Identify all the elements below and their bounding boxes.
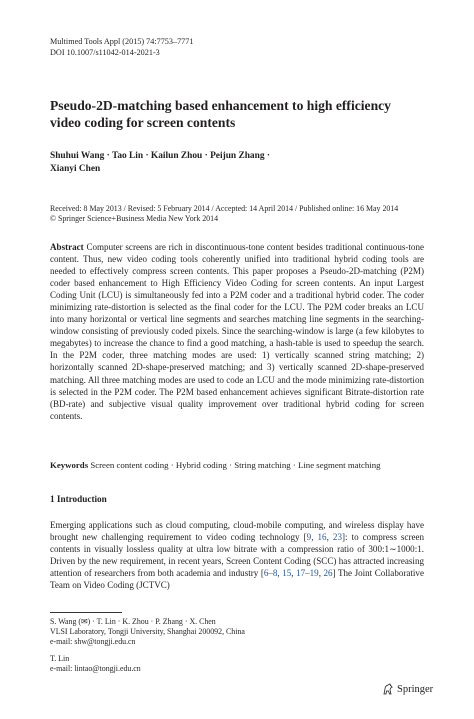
abstract-text: Computer screens are rich in discontinuous-tone content besides traditional continuous-tone content. Thus, new video coding tools coherently unified into traditional hybrid coding tools are needed to effectively compress screen contents. This paper proposes a Pseudo-2D-matching (P2M) coder based enhancement to High Efficiency Video Coding for screen contents. An input Largest Coding Unit (LCU) is simultaneously fed into a P2M coder and a traditional hybrid coder. The coder minimizing rate-distortion is selected as the final coder for the LCU. The P2M coder breaks an LCU into many horizontal or vertical line segments and searches matching line segments in the searching-window consisting of previously coded pixels. Since the searching-window is large (a few kilobytes to megabytes) to increase the chance to find a good matching, a hash-table is used to speedup the search. In the P2M coder, three matching modes are used: 1) vertically scanned string matching; 2) horizontally scanned 2D-shape-preserved matching; and 3) vertically scanned 2D-shape-preserved matching. All three matching modes are used to code an LCU and the mode minimizing rate-distortion is selected in the P2M coder. The P2M based enhancement achieves significant Bitrate-distortion rate (BD-rate) and subjective visual quality improvement over traditional hybrid coding for screen contents. [50,242,424,421]
citation-link[interactable]: 15 [282,568,292,579]
authors-line-2: Xianyi Chen [50,163,101,174]
intro-text: , [311,532,318,543]
intro-text: ] The Joint Collaborative Team on Video Coding (JCTVC) [50,568,424,591]
doi: DOI 10.1007/s11042-014-2021-3 [50,47,160,57]
journal-citation: Multimed Tools Appl (2015) 74:7753–7771 [50,37,194,46]
keywords-text: Screen content coding · Hybrid coding · String matching · Line segment matching [90,460,381,470]
intro-text: , [318,568,324,579]
title-line-2: video coding for screen contents [50,115,236,130]
keywords [50,459,430,471]
intro-text: ]: to compress screen contents in visually lossless quality at ultra low bitrate with a compression ratio of 300:1∼1000:1. Driven by the new requirement, in recent years, Screen Content Coding (SCC) has attracted increasing attention of researchers from both academia and industry [ [50,532,425,579]
title-line-1: Pseudo-2D-matching based enhancement to high efficiency [50,98,391,113]
intro-text: , [291,568,297,579]
intro-text: Emerging applications such as cloud computing, cloud-mobile computing, and wireless display have brought new challenging requirement to video coding technology [ [50,520,424,543]
citation-link[interactable]: 26 [323,568,333,579]
author-list [50,150,430,175]
affiliation-authors: S. Wang (✉) · T. Lin · K. Zhou · P. Zhang · X. Chen [50,617,216,626]
affiliation-email-2: e-mail: lintao@tongji.edu.cn [50,664,141,674]
citation-link[interactable]: 9 [306,532,312,543]
copyright: © Springer Science+Business Media New York 2014 [50,214,219,223]
publisher-name: Springer [397,683,434,695]
intro-text: , [326,532,333,543]
authors-line-1: Shuhui Wang · Tao Lin · Kailun Zhou · Peijun Zhang · [50,151,270,161]
affiliation-footnote [50,617,430,674]
history-dates: Received: 8 May 2013 / Revised: 5 February 2014 / Accepted: 14 April 2014 / Published online: 16 May 2014 [50,204,399,213]
footnote-divider [50,612,122,613]
affiliation-institution: VLSI Laboratory, Tongji University, Shanghai 200092, China [50,626,245,636]
affiliation-email: e-mail: shw@tongji.edu.cn [50,636,136,646]
journal-header [50,37,193,58]
affiliation-author-2: T. Lin [50,654,70,664]
keywords-label: Keywords [50,460,89,470]
springer-horse-icon [382,683,394,695]
citation-link[interactable]: 23 [332,532,342,543]
publication-dates [50,204,430,224]
citation-link[interactable]: 16 [317,532,327,543]
intro-text: , [277,568,283,579]
abstract [50,241,424,422]
publisher-logo [382,683,433,695]
abstract-label: Abstract [50,242,84,252]
introduction-paragraph [50,519,424,591]
citation-link[interactable]: 17–19 [296,568,319,579]
citation-link[interactable]: 6–8 [263,568,278,579]
section-heading: 1 Introduction [50,494,107,504]
paper-title [50,97,430,131]
